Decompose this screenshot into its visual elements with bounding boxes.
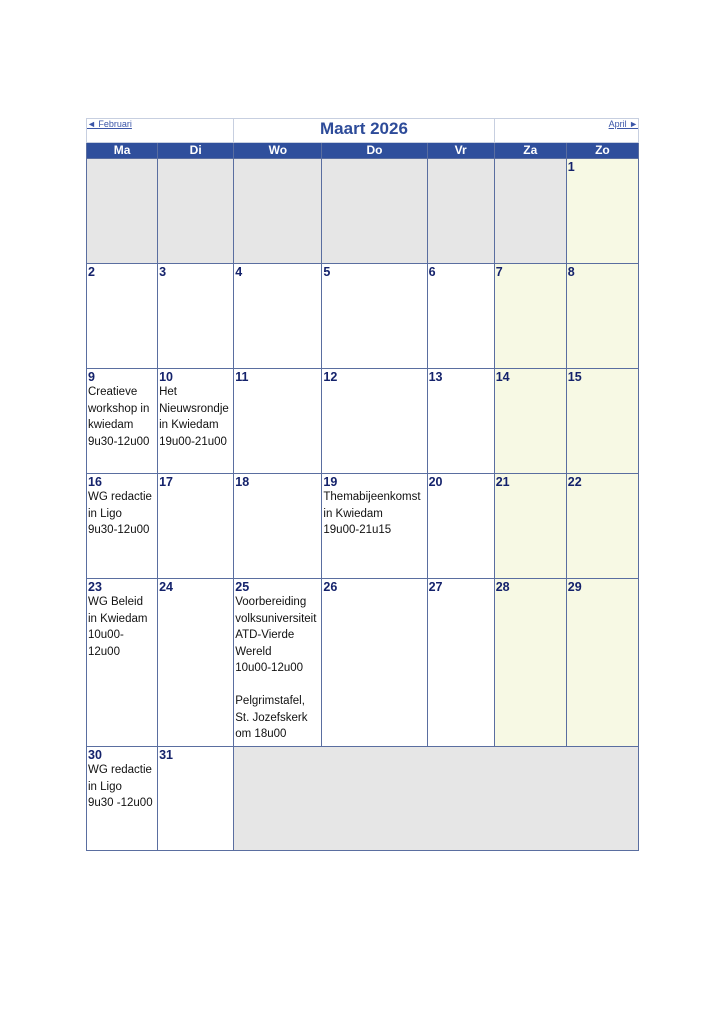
day-cell[interactable] xyxy=(566,264,638,369)
day-number: 16 xyxy=(88,475,102,489)
weekday-header: Zo xyxy=(566,143,638,159)
calendar-nav-row xyxy=(87,119,639,143)
day-number: 27 xyxy=(428,580,443,594)
week-row xyxy=(87,369,639,474)
day-cell[interactable] xyxy=(566,474,638,579)
day-cell[interactable] xyxy=(494,579,566,747)
day-number: 14 xyxy=(495,370,510,384)
day-number: 12 xyxy=(323,370,338,384)
day-cell[interactable] xyxy=(427,264,494,369)
empty-day-cell xyxy=(494,159,566,264)
day-events: Themabijeenkomst in Kwiedam 19u00-21u15 xyxy=(323,491,421,536)
week-row xyxy=(87,579,639,747)
empty-day-cell xyxy=(322,159,427,264)
day-number: 30 xyxy=(88,748,102,762)
day-cell[interactable] xyxy=(87,579,158,747)
day-cell[interactable] xyxy=(87,747,158,851)
day-number: 21 xyxy=(495,475,510,489)
day-number: 7 xyxy=(495,265,503,279)
prev-month-link[interactable] xyxy=(87,119,234,143)
day-cell[interactable] xyxy=(234,579,322,747)
day-number: 15 xyxy=(567,370,582,384)
day-events: Creatieve workshop in kwiedam 9u30-12u00 xyxy=(88,386,150,448)
day-cell[interactable] xyxy=(427,474,494,579)
day-cell[interactable] xyxy=(566,369,638,474)
day-cell[interactable] xyxy=(494,264,566,369)
day-number: 1 xyxy=(567,160,575,174)
weekday-header: Za xyxy=(494,143,566,159)
day-cell[interactable] xyxy=(494,369,566,474)
empty-day-cell xyxy=(427,159,494,264)
day-cell[interactable] xyxy=(87,474,158,579)
day-cell[interactable] xyxy=(322,474,427,579)
day-cell[interactable] xyxy=(494,474,566,579)
day-cell[interactable] xyxy=(566,579,638,747)
day-cell[interactable] xyxy=(427,369,494,474)
day-cell[interactable] xyxy=(158,369,234,474)
day-number: 24 xyxy=(159,580,174,594)
week-row xyxy=(87,474,639,579)
day-number: 18 xyxy=(235,475,250,489)
empty-day-cell xyxy=(234,159,322,264)
day-cell[interactable] xyxy=(87,264,158,369)
day-events: Het Nieuwsrondje in Kwiedam 19u00-21u00 xyxy=(159,386,229,448)
day-cell[interactable] xyxy=(158,264,234,369)
day-events: WG redactie in Ligo 9u30-12u00 xyxy=(88,491,152,536)
day-number: 29 xyxy=(567,580,582,594)
day-number: 6 xyxy=(428,265,436,279)
weekday-header: Wo xyxy=(234,143,322,159)
day-number: 8 xyxy=(567,265,575,279)
day-number: 10 xyxy=(159,370,174,384)
day-cell[interactable] xyxy=(234,369,322,474)
day-cell[interactable] xyxy=(234,264,322,369)
day-number: 26 xyxy=(323,580,338,594)
empty-day-cell xyxy=(158,159,234,264)
week-row xyxy=(87,159,639,264)
day-number: 28 xyxy=(495,580,510,594)
week-row xyxy=(87,747,639,851)
day-number: 22 xyxy=(567,475,582,489)
day-cell[interactable] xyxy=(158,474,234,579)
day-number: 4 xyxy=(235,265,243,279)
day-number: 3 xyxy=(159,265,167,279)
weekday-header: Vr xyxy=(427,143,494,159)
day-events: Voorbereiding volksuniversiteit ATD-Vierde Wereld 10u00-12u00 Pelgrimstafel, St. Jozefskerk om 18u00 xyxy=(235,596,317,740)
day-events: WG Beleid in Kwiedam 10u00- 12u00 xyxy=(88,596,148,658)
empty-day-cell xyxy=(87,159,158,264)
day-number: 23 xyxy=(88,580,102,594)
day-number: 25 xyxy=(235,580,250,594)
day-cell[interactable] xyxy=(234,474,322,579)
month-calendar xyxy=(86,118,639,851)
day-number: 11 xyxy=(235,370,249,384)
weekday-header-row xyxy=(87,143,639,159)
prev-month-label[interactable]: ◄ Februari xyxy=(87,119,132,129)
day-number: 20 xyxy=(428,475,443,489)
day-number: 19 xyxy=(323,475,338,489)
day-cell[interactable] xyxy=(158,747,234,851)
empty-day-cell xyxy=(234,747,639,851)
day-cell[interactable] xyxy=(322,369,427,474)
day-number: 9 xyxy=(88,370,95,384)
day-cell[interactable] xyxy=(566,159,638,264)
day-cell[interactable] xyxy=(322,579,427,747)
weekday-header: Di xyxy=(158,143,234,159)
day-cell[interactable] xyxy=(427,579,494,747)
day-cell[interactable] xyxy=(158,579,234,747)
next-month-link[interactable] xyxy=(494,119,638,143)
day-cell[interactable] xyxy=(322,264,427,369)
day-number: 2 xyxy=(88,265,95,279)
day-events: WG redactie in Ligo 9u30 -12u00 xyxy=(88,764,153,809)
day-number: 17 xyxy=(159,475,174,489)
day-number: 13 xyxy=(428,370,443,384)
week-row xyxy=(87,264,639,369)
day-cell[interactable] xyxy=(87,369,158,474)
day-number: 5 xyxy=(323,265,331,279)
day-number: 31 xyxy=(159,748,174,762)
month-title: Maart 2026 xyxy=(234,119,494,143)
weekday-header: Ma xyxy=(87,143,158,159)
next-month-label[interactable]: April ► xyxy=(608,119,638,129)
weekday-header: Do xyxy=(322,143,427,159)
